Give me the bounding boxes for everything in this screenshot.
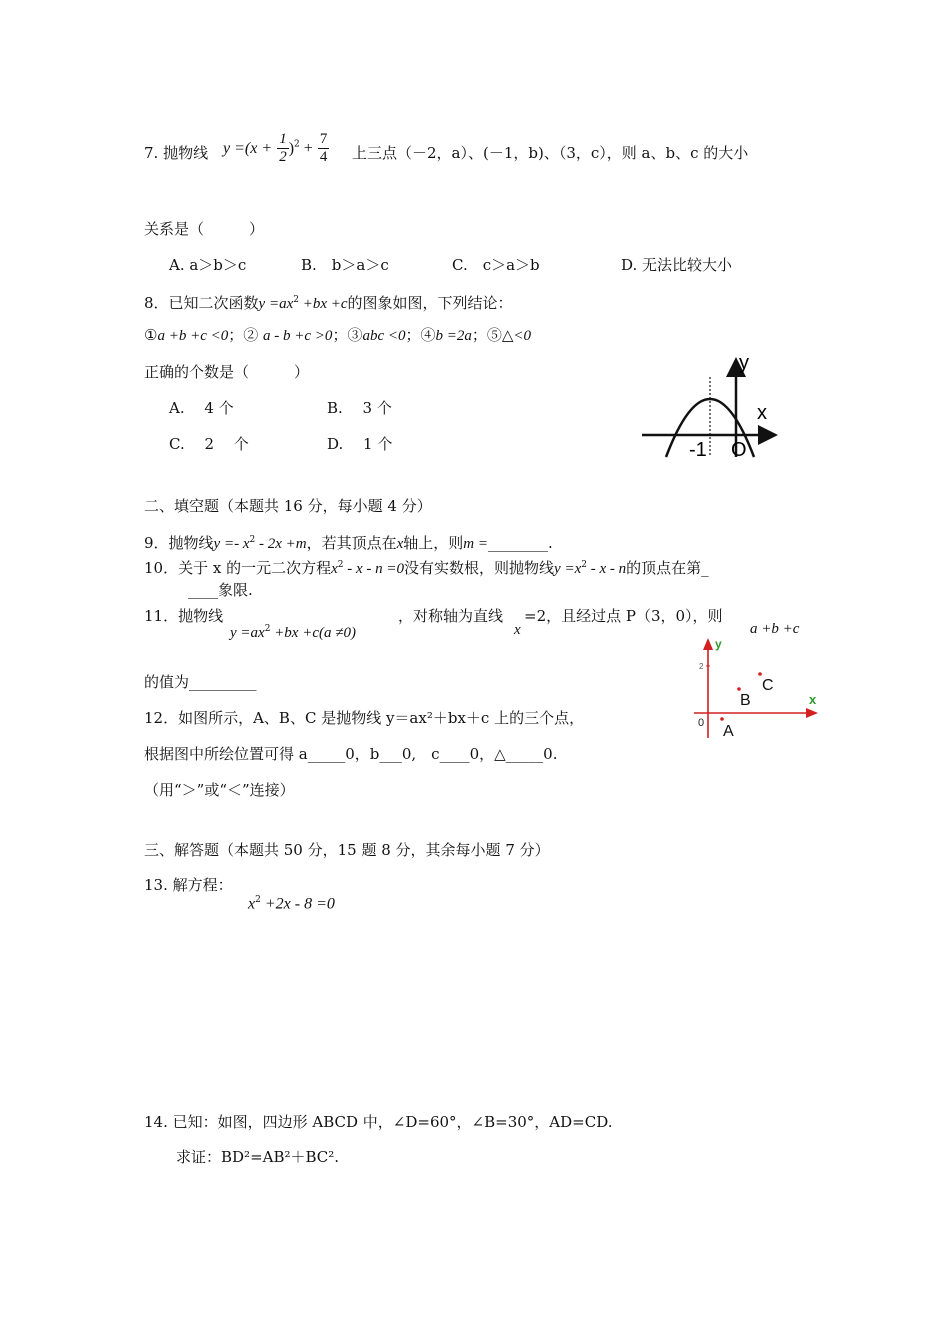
q8-option-b: B. 3 个 — [327, 399, 392, 417]
q12-y-label: y — [715, 637, 722, 651]
q9-axis: x — [396, 536, 404, 552]
q10-line2: ____象限. — [188, 581, 253, 599]
section-3-heading: 三、解答题（本题共 50 分，15 题 8 分，其余每小题 7 分） — [144, 841, 550, 859]
q9-mid: ，若其顶点在 — [306, 534, 397, 552]
q11-expr: a +b +c — [750, 621, 800, 637]
q9-lead: 9．抛物线 — [144, 534, 214, 552]
q8-c2-mark: ；② — [228, 326, 259, 344]
q9-mid2: 轴上，则 — [403, 534, 464, 552]
q8-func-sup: 2 — [293, 295, 299, 305]
q10-eq-sup: 2 — [337, 560, 344, 570]
q12-y-arrow — [703, 638, 713, 650]
q13-equation — [248, 890, 335, 914]
q11-line2 — [144, 672, 257, 692]
q10-eq: x — [331, 561, 338, 577]
q8-option-a: A. 4 个 — [169, 399, 234, 417]
q8-option-d: D. 1 个 — [327, 435, 393, 453]
q11-line2-text: 的值为 — [144, 673, 190, 691]
q12-x-label: x — [809, 692, 817, 707]
q8-func-rest: +bx +c — [298, 296, 348, 312]
q8-tail: 的图象如图，下列结论： — [347, 294, 513, 312]
q7-lead: 7. 抛物线 — [144, 144, 209, 162]
q8-c5: <0 — [513, 328, 532, 344]
q12-x-arrow — [806, 708, 818, 718]
q8-conclusions — [144, 325, 531, 346]
q9-end: . — [548, 534, 553, 552]
q11-blank: _________ — [189, 673, 257, 691]
q7-equation — [223, 131, 329, 166]
q8-c2: a - b +c >0 — [263, 328, 333, 344]
q11-eq-sup: 2 — [264, 624, 271, 634]
q8-c4: b =2a — [435, 328, 472, 344]
q9-eq-rest: - 2x +m — [255, 536, 307, 552]
q8-y-label: y — [739, 352, 749, 374]
q12-label-a: A — [723, 723, 734, 740]
q12-tick-2-label: 2 — [699, 662, 704, 671]
q8-parabola-graph — [630, 345, 790, 465]
q12-label-c: C — [762, 677, 774, 694]
q13-lead: 13. 解方程： — [144, 876, 233, 894]
q7-eq-paren: ) — [288, 140, 295, 157]
q12-line3: （用“＞”或“＜”连接） — [144, 781, 295, 799]
q8-tick-label: -1 — [689, 439, 707, 461]
q11-mid2: =2，且经过点 P（3，0），则 — [524, 607, 723, 625]
q12-point-a — [720, 717, 724, 721]
q8-c3-mark: ；③ — [332, 326, 363, 344]
q12-label-b: B — [740, 692, 751, 709]
q10-eq2: y =x — [554, 561, 582, 577]
q8-c1-mark: ① — [144, 326, 158, 344]
q8-line1 — [144, 290, 513, 314]
q8-x-arrow — [758, 425, 778, 445]
q13-eq-sup: 2 — [255, 895, 261, 905]
q10-eq-rest: - x - n =0 — [343, 561, 405, 577]
q11-lead: 11．抛物线 — [144, 607, 224, 625]
q10-line1 — [144, 555, 709, 579]
q11-eq — [230, 619, 356, 643]
q8-prompt: 正确的个数是（ ） — [144, 363, 310, 381]
q12-line1: 12．如图所示，A、B、C 是抛物线 y＝ax²＋bx＋c 上的三个点， — [144, 709, 585, 727]
q7-option-c: C. c＞a＞b — [452, 256, 540, 274]
q7-line1 — [144, 143, 208, 163]
q8-x-label: x — [757, 402, 767, 424]
q11-eq-rest: +bx +c(a ≠0) — [270, 625, 356, 641]
q7-tail: 上三点（－2，a）、(－1，b)、（3，c），则 a、b、c 的大小 — [352, 144, 749, 162]
q8-c5-mark: ；⑤△ — [471, 326, 514, 344]
q12-point-c — [758, 672, 762, 676]
q8-c1: a +b +c <0 — [157, 328, 229, 344]
q12-point-b — [737, 687, 741, 691]
q10-eq2-rest: - x - n — [586, 561, 627, 577]
q7-option-d: D. 无法比较大小 — [621, 256, 733, 274]
q7-fraction-1: $\frac{1}{2}$ — [279, 131, 287, 165]
q7-option-b: B. b＞a＞c — [301, 256, 389, 274]
q8-origin-label: O — [731, 439, 747, 461]
q12-points-graph — [690, 630, 825, 745]
q7-eq-plus: + — [299, 140, 313, 157]
q9-blank: ________ — [488, 534, 548, 552]
q11-mid: ，对称轴为直线 — [398, 607, 504, 625]
q14-line2: 求证：BD²=AB²＋BC². — [176, 1148, 340, 1166]
q8-c4-mark: ；④ — [405, 326, 436, 344]
section-2-heading: 二、填空题（本题共 16 分，每小题 4 分） — [144, 497, 432, 515]
q13-eq: x — [248, 895, 256, 913]
q10-mid: 没有实数根，则抛物线 — [404, 559, 555, 577]
q8-c3: abc <0 — [362, 328, 406, 344]
q10-tail: 的顶点在第_ — [626, 559, 709, 577]
q11-line1 — [144, 606, 223, 626]
q10-lead: 10．关于 x 的一元二次方程 — [144, 559, 332, 577]
q11-eq-main: y =ax — [230, 625, 265, 641]
q12-origin-label: 0 — [698, 717, 705, 729]
q14-line1: 14. 已知：如图，四边形 ABCD 中，∠D=60°，∠B=30°，AD=CD. — [144, 1113, 613, 1131]
q12-line2: 根据图中所绘位置可得 a_____0，b___0, c____0，△_____0. — [144, 745, 558, 763]
q9-eq: y =- x — [213, 536, 250, 552]
q7-line2: 关系是（ ） — [144, 220, 265, 238]
q9-line — [144, 530, 553, 554]
q7-option-a: A. a＞b＞c — [169, 256, 247, 274]
q9-eq-sup: 2 — [249, 535, 256, 545]
q8-lead: 8．已知二次函数 — [144, 294, 259, 312]
q7-eq-sup: 2 — [294, 139, 300, 150]
q8-option-c: C. 2 个 — [169, 435, 249, 453]
q7-fraction-2: $\frac{7}{4}$ — [319, 131, 328, 165]
q11-axis: x — [514, 622, 521, 638]
q7-eq-y: y =(x + — [223, 140, 273, 157]
q13-eq-rest: +2x - 8 =0 — [260, 895, 335, 913]
q10-eq2-sup: 2 — [581, 560, 587, 570]
q9-m: m = — [463, 536, 488, 552]
q8-func: y =ax — [258, 296, 294, 312]
